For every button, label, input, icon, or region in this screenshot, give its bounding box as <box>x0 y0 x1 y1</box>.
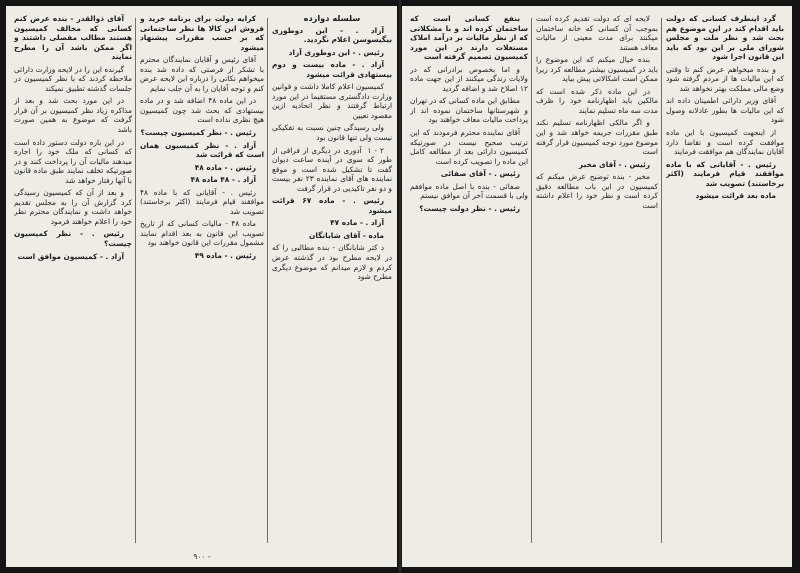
paragraph: و بنده میخواهم عرض کنم تا وقتی که این مالیات ها از مردم گرفته شود وضع مالی مملکت بهتر نخواهد شد <box>666 64 784 93</box>
paragraph: بنده خیال میکنم که این موضوع را باید در کمیسیون بیشتر مطالعه کرد زیرا ممکن است اشکالاتی پیش بیاید <box>536 55 658 84</box>
paragraph: رئیس . - ماده ۴۹ <box>194 251 256 261</box>
paragraph: آزاد . - کمیسیون موافق است <box>17 251 124 261</box>
paragraph: رئیس . - ماده ۴۸ <box>194 162 256 172</box>
paragraph: آقای وزیر دارائی اطمینان داده اند که این مالیات ها بطور عادلانه وصول شود <box>666 96 784 125</box>
paragraph: آزاد . - ماده ۴۷ <box>330 218 384 228</box>
paragraph: رئیس . - آقایانی که با ماده ۴۸ موافقند قیام فرمایند (اکثر برخاستند) تصویب شد <box>140 187 264 216</box>
paragraph: رئیس . - آقای مخبر <box>578 159 650 169</box>
left-page-column-1 <box>272 14 392 545</box>
paragraph: در این ماده ذکر شده است که مالکین باید اظهارنامه خود را ظرف مدت سه ماه تسلیم نمایند <box>536 86 658 115</box>
column-divider <box>531 18 532 543</box>
paragraph: رئیس . - این دوطوری آزاد <box>288 47 384 57</box>
paragraph: رئیس . - نظر دولت چیست؟ <box>419 203 520 213</box>
paragraph: گرد اینطرف کسانی که دولت باید اقدام کند در این موضوع هم بحث شد و نظر ملت و مجلس شورای ملی بر این بود که باید این قانون اجرا شود <box>666 14 784 62</box>
left-page <box>6 6 398 567</box>
column-divider <box>661 18 662 543</box>
paragraph: مخبر - بنده توضیح عرض میکنم که کمیسیون در این باب مطالعه دقیق کرده است و نظر خود را اعلام داشته است <box>536 172 658 210</box>
paragraph: آقای رئیس و آقایان نمایندگان محترم با تشکر از فرصتی که داده شد بنده میخواهم نکاتی را درباره این لایحه عرض کنم و توجه آقایان را به آن جلب نمایم <box>140 55 264 93</box>
paragraph: ماده - آقای شابانگان <box>309 230 384 240</box>
paragraph: ماده ۴۸ - مالیات کسانی که از تاریخ تصویب این قانون به بعد اقدام نمایند مشمول مقررات این قانون خواهند بود <box>140 219 264 248</box>
right-page <box>402 6 792 567</box>
paragraph: در این باره دولت دستور داده است که کسانی که ملک خود را اجاره میدهند مالیات آن را پرداخت کنند و در صورتیکه تخلف نمایند طبق ماده قانون با آنها رفتار خواهد شد <box>14 137 132 185</box>
right-page-column-2 <box>536 14 658 545</box>
paragraph: آزاد . - نظر کمیسیون همان است که قرائت شد <box>140 140 264 160</box>
paragraph: از اینجهت کمیسیون با این ماده موافقت کرده است و تقاضا دارد آقایان نمایندگان هم موافقت فرمایند <box>666 128 784 157</box>
paragraph: ۲ - ۱ ‌‌ آدوری در دیگری از فراقی از طور که سوی در آینده ساعت دیوان گفت تا تشکیل شده است و موقع نماینده های آقای نماینده ۲۳ نفر بیست و دو نفر تاکیدیی در قرار گرفت <box>272 145 392 193</box>
paragraph: کرایه دولت برای برنامه خرید و فروش این کالا ها نظر ساختمانی که بر حسب مقررات پیشنهاد میشود <box>140 14 264 52</box>
paragraph: د کتر شابانگان - بنده مطالبی را که در لایحه مطرح بود در گذشته عرض کردم و لازم میدانم که موضوع دیگری مطرح شود <box>272 243 392 282</box>
paragraph: بنفع کسانی است که ساختمان کرده اند و با مشکلاتی که از نظر مالیات بر درآمد املاک مستغلات دارند در این مورد کمیسیون تصمیم گرفته است <box>410 14 528 62</box>
right-page-column-1 <box>666 14 784 545</box>
paragraph: آقای ذوالقدر - بنده عرض کنم کسانی که مخالف کمیسیون هستند مطالب مفصلی داشتند و اگر ممکن باشد آن را مطرح نمایند <box>14 14 132 62</box>
column-divider <box>267 18 268 543</box>
paragraph: رئیس . - آقایانی که با ماده موافقند قیام فرمایند (اکثر برخاستند) تصویب شد <box>666 159 784 188</box>
paragraph: و اگر مالکی اظهارنامه تسلیم نکند طبق مقررات جریمه خواهد شد و این موضوع مورد توجه کمیسیون قرار گرفته است <box>536 118 658 157</box>
left-page-column-3 <box>14 14 132 545</box>
paragraph: رئیس . - نظر کمیسیون چیست؟ <box>14 229 132 249</box>
paragraph: صفائی - بنده با اصل ماده موافقم ولی با قسمت آخر آن موافق نیستم <box>410 181 528 201</box>
paragraph: و اما بخصوص برادرانی که در ولایات زندگی میکنند از این جهت ماده ۱۲ اصلاح شد و اضافه گردید <box>410 64 528 93</box>
right-page-column-3 <box>410 14 528 545</box>
left-page-column-2 <box>140 14 264 545</box>
paragraph: رئیس . - آقای صفائی <box>440 169 520 179</box>
paragraph: آزاد . - ماده بیست ‌‌و دوم بیستهادی قرائت میشود <box>272 60 392 79</box>
paragraph: آقای نماینده محترم فرمودند که این ترتیب صحیح نیست در صورتیکه کمیسیون دارائی بعد از مطالعه کامل این ماده را تصویب کرده است <box>410 128 528 166</box>
paragraph: و بعد از آن که کمیسیون رسیدگی کرد گزارش آن را به مجلس تقدیم خواهد داشت و نمایندگان محترم نظر خود را اعلام خواهند فرمود <box>14 188 132 226</box>
paragraph: آزاد . - ۴۸ ماده ۴۸ <box>190 175 256 185</box>
paragraph: گیرنده این را در لایحه وزارت دارائی ملاحظه کردند که با نظر کمیسیون در جلسات گذشته تطبیق نمیکند <box>14 64 132 93</box>
paragraph: رئیس . - ماده ۶۷ قرائت میشود <box>272 196 392 215</box>
paragraph: ولی رسیدگی چنین نسبت به تفکیکی نیست ولی تنها قانون بود <box>272 123 392 143</box>
paragraph: مطابق این ماده کسانی که در تهران و شهرستانها ساختمان نموده اند از پرداخت مالیات معاف خواهند بود <box>410 96 528 125</box>
paragraph: رئیس . - نظر کمیسیون چیست؟ <box>140 128 256 138</box>
paragraph: در این مورد بحث شد و بعد از مذاکره زیاد نظر کمیسیون بر آن قرار گرفت که موضوع به همین صورت باشد <box>14 96 132 135</box>
page-number: ۹۰۰ - <box>193 552 211 561</box>
column-heading: سلسله دوازده <box>303 14 361 23</box>
paragraph: لایحه ای که دولت تقدیم کرده است بموجب آن کسانی که خانه ساختمان میکنند برای مدت معینی از مالیات معاف هستند <box>536 14 658 52</box>
paragraph: ماده بعد قرائت میشود <box>695 191 776 201</box>
column-divider <box>135 18 136 543</box>
paragraph: در این ماده ۴۸ اضافه شد و در ماده بیستهادی که بحث شد چون کمیسیون هیچ نظری نداده است <box>140 96 264 125</box>
paragraph: آزاد . - این دوطوری بیگیسوسن اعلام نگردید. <box>272 25 392 45</box>
paragraph: کمیسیون اعلام کاملا داشت و قوانین وزارت دادگستری مستقیما در این مورد ارتباط گرفتند و نظر اتحادیه ازین مقصود تعیین <box>272 82 392 120</box>
